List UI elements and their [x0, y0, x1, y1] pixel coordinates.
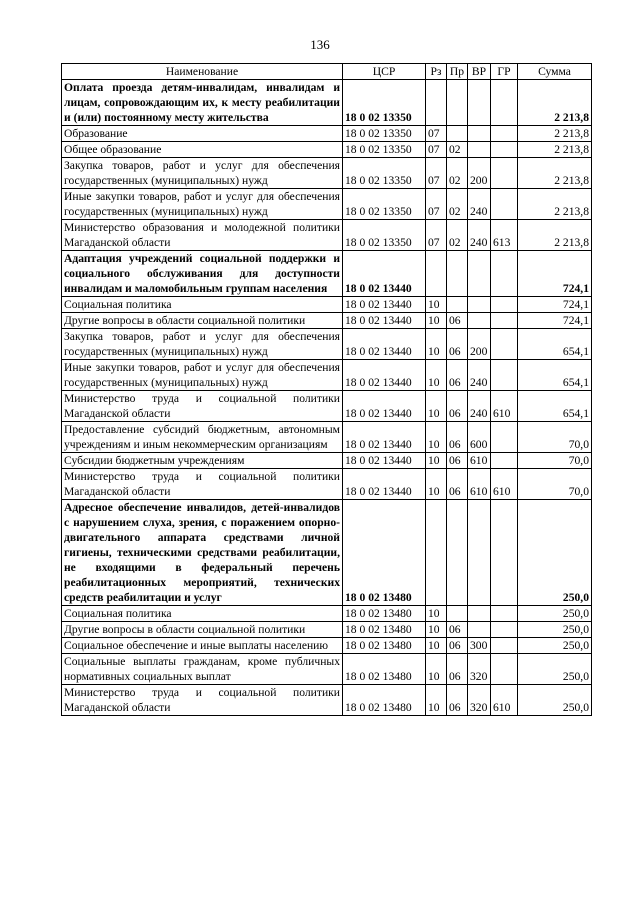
row-csr-cell: 18 0 02 13350 [343, 142, 426, 158]
row-rz-cell [426, 500, 447, 606]
row-vr-cell: 240 [468, 391, 491, 422]
table-row [62, 422, 592, 453]
row-pr-cell: 06 [447, 685, 468, 716]
row-pr-cell: 02 [447, 220, 468, 251]
row-name-cell: Министерство образования и молодежной политики Магаданской области [62, 220, 343, 251]
row-pr-cell: 06 [447, 453, 468, 469]
row-rz-cell: 10 [426, 422, 447, 453]
row-csr-cell: 18 0 02 13440 [343, 360, 426, 391]
row-pr-cell [447, 251, 468, 297]
row-gr-cell [491, 189, 518, 220]
row-pr-cell: 06 [447, 638, 468, 654]
row-csr-cell: 18 0 02 13480 [343, 654, 426, 685]
row-csr-cell: 18 0 02 13480 [343, 638, 426, 654]
row-gr-cell [491, 453, 518, 469]
row-rz-cell: 07 [426, 189, 447, 220]
row-csr-cell: 18 0 02 13350 [343, 220, 426, 251]
header-csr: ЦСР [343, 64, 426, 80]
row-pr-cell: 02 [447, 142, 468, 158]
table-row [62, 313, 592, 329]
row-vr-cell: 610 [468, 453, 491, 469]
row-sum-cell: 2 213,8 [518, 126, 592, 142]
row-sum-cell: 724,1 [518, 313, 592, 329]
row-rz-cell: 10 [426, 297, 447, 313]
row-name-cell: Министерство труда и социальной политики Магаданской области [62, 685, 343, 716]
table-row [62, 142, 592, 158]
table-row [62, 638, 592, 654]
row-sum-cell: 724,1 [518, 251, 592, 297]
row-sum-cell: 250,0 [518, 638, 592, 654]
row-vr-cell: 240 [468, 360, 491, 391]
row-vr-cell [468, 126, 491, 142]
row-csr-cell: 18 0 02 13350 [343, 158, 426, 189]
row-gr-cell [491, 606, 518, 622]
header-vr: ВР [468, 64, 491, 80]
row-vr-cell [468, 606, 491, 622]
row-rz-cell: 10 [426, 638, 447, 654]
row-vr-cell [468, 80, 491, 126]
row-csr-cell: 18 0 02 13480 [343, 685, 426, 716]
row-vr-cell: 320 [468, 654, 491, 685]
row-sum-cell: 2 213,8 [518, 158, 592, 189]
row-vr-cell [468, 251, 491, 297]
row-sum-cell: 654,1 [518, 360, 592, 391]
row-rz-cell [426, 251, 447, 297]
row-sum-cell: 654,1 [518, 329, 592, 360]
row-vr-cell [468, 500, 491, 606]
row-rz-cell: 07 [426, 220, 447, 251]
row-sum-cell: 2 213,8 [518, 220, 592, 251]
row-pr-cell: 02 [447, 189, 468, 220]
row-name-cell: Социальное обеспечение и иные выплаты населению [62, 638, 343, 654]
table-row [62, 126, 592, 142]
row-rz-cell: 10 [426, 329, 447, 360]
row-name-cell: Субсидии бюджетным учреждениям [62, 453, 343, 469]
row-sum-cell: 2 213,8 [518, 189, 592, 220]
row-sum-cell: 250,0 [518, 654, 592, 685]
row-name-cell: Оплата проезда детям-инвалидам, инвалидам и лицам, сопровождающим их, к месту реабилитации и (или) постоянному месту жительства [62, 80, 343, 126]
row-name-cell: Иные закупки товаров, работ и услуг для обеспечения государственных (муниципальных) нужд [62, 189, 343, 220]
row-gr-cell [491, 126, 518, 142]
header-pr: Пр [447, 64, 468, 80]
row-rz-cell [426, 80, 447, 126]
row-gr-cell [491, 142, 518, 158]
row-gr-cell [491, 422, 518, 453]
row-sum-cell: 250,0 [518, 606, 592, 622]
row-csr-cell: 18 0 02 13350 [343, 126, 426, 142]
row-gr-cell [491, 638, 518, 654]
row-rz-cell: 10 [426, 685, 447, 716]
row-gr-cell [491, 297, 518, 313]
row-sum-cell: 250,0 [518, 685, 592, 716]
table-row [62, 297, 592, 313]
row-name-cell: Адаптация учреждений социальной поддержки и социального обслуживания для доступности инвалидам и маломобильным группам населения [62, 251, 343, 297]
table-row [62, 391, 592, 422]
row-pr-cell [447, 297, 468, 313]
row-pr-cell: 06 [447, 469, 468, 500]
row-gr-cell [491, 158, 518, 189]
row-gr-cell [491, 313, 518, 329]
row-sum-cell: 70,0 [518, 469, 592, 500]
page-number: 136 [310, 37, 330, 52]
row-pr-cell: 02 [447, 158, 468, 189]
row-sum-cell: 70,0 [518, 453, 592, 469]
row-csr-cell: 18 0 02 13480 [343, 500, 426, 606]
row-name-cell: Министерство труда и социальной политики Магаданской области [62, 391, 343, 422]
row-gr-cell: 610 [491, 469, 518, 500]
table-row [62, 80, 592, 126]
row-gr-cell: 613 [491, 220, 518, 251]
budget-table [61, 63, 592, 716]
row-name-cell: Другие вопросы в области социальной политики [62, 313, 343, 329]
row-pr-cell [447, 126, 468, 142]
row-pr-cell [447, 606, 468, 622]
table-row [62, 189, 592, 220]
row-gr-cell [491, 654, 518, 685]
table-row [62, 500, 592, 606]
table-row [62, 453, 592, 469]
row-csr-cell: 18 0 02 13440 [343, 422, 426, 453]
row-vr-cell [468, 313, 491, 329]
row-csr-cell: 18 0 02 13480 [343, 606, 426, 622]
row-pr-cell: 06 [447, 622, 468, 638]
row-sum-cell: 70,0 [518, 422, 592, 453]
row-rz-cell: 07 [426, 158, 447, 189]
row-vr-cell: 320 [468, 685, 491, 716]
row-vr-cell: 200 [468, 158, 491, 189]
row-vr-cell: 200 [468, 329, 491, 360]
row-name-cell: Образование [62, 126, 343, 142]
row-vr-cell: 610 [468, 469, 491, 500]
row-rz-cell: 07 [426, 126, 447, 142]
row-vr-cell: 600 [468, 422, 491, 453]
row-name-cell: Социальная политика [62, 297, 343, 313]
row-rz-cell: 07 [426, 142, 447, 158]
row-csr-cell: 18 0 02 13350 [343, 80, 426, 126]
row-vr-cell [468, 142, 491, 158]
row-gr-cell: 610 [491, 391, 518, 422]
row-name-cell: Предоставление субсидий бюджетным, автономным учреждениям и иным некоммерческим организациям [62, 422, 343, 453]
row-rz-cell: 10 [426, 606, 447, 622]
row-sum-cell: 2 213,8 [518, 80, 592, 126]
table-row [62, 329, 592, 360]
row-rz-cell: 10 [426, 469, 447, 500]
row-gr-cell [491, 80, 518, 126]
row-sum-cell: 250,0 [518, 622, 592, 638]
row-name-cell: Социальные выплаты гражданам, кроме публичных нормативных социальных выплат [62, 654, 343, 685]
table-header-row [62, 64, 592, 80]
row-sum-cell: 724,1 [518, 297, 592, 313]
table-row [62, 469, 592, 500]
row-rz-cell: 10 [426, 622, 447, 638]
row-pr-cell: 06 [447, 313, 468, 329]
row-pr-cell: 06 [447, 422, 468, 453]
row-pr-cell [447, 80, 468, 126]
row-csr-cell: 18 0 02 13350 [343, 189, 426, 220]
row-sum-cell: 250,0 [518, 500, 592, 606]
row-pr-cell [447, 500, 468, 606]
row-gr-cell: 610 [491, 685, 518, 716]
header-sum: Сумма [518, 64, 592, 80]
table-row [62, 685, 592, 716]
row-rz-cell: 10 [426, 313, 447, 329]
row-csr-cell: 18 0 02 13440 [343, 251, 426, 297]
row-name-cell: Социальная политика [62, 606, 343, 622]
row-name-cell: Закупка товаров, работ и услуг для обеспечения государственных (муниципальных) нужд [62, 329, 343, 360]
row-rz-cell: 10 [426, 360, 447, 391]
row-name-cell: Закупка товаров, работ и услуг для обеспечения государственных (муниципальных) нужд [62, 158, 343, 189]
row-name-cell: Другие вопросы в области социальной политики [62, 622, 343, 638]
row-csr-cell: 18 0 02 13480 [343, 622, 426, 638]
row-csr-cell: 18 0 02 13440 [343, 329, 426, 360]
table-row [62, 654, 592, 685]
row-sum-cell: 654,1 [518, 391, 592, 422]
row-vr-cell: 240 [468, 220, 491, 251]
row-name-cell: Адресное обеспечение инвалидов, детей-инвалидов с нарушением слуха, зрения, с поражением опорно-двигательного аппарата средствами личной гигиены, техническими средствами реабилитации, не входящими в федеральный перечень реабилитационных мероприятий, технических средств реабилитации и услуг [62, 500, 343, 606]
table-row [62, 158, 592, 189]
row-gr-cell [491, 329, 518, 360]
row-name-cell: Общее образование [62, 142, 343, 158]
table-row [62, 622, 592, 638]
row-csr-cell: 18 0 02 13440 [343, 391, 426, 422]
row-sum-cell: 2 213,8 [518, 142, 592, 158]
row-gr-cell [491, 622, 518, 638]
row-csr-cell: 18 0 02 13440 [343, 453, 426, 469]
table-row [62, 251, 592, 297]
header-rz: Рз [426, 64, 447, 80]
table-row [62, 220, 592, 251]
row-pr-cell: 06 [447, 360, 468, 391]
row-csr-cell: 18 0 02 13440 [343, 469, 426, 500]
row-rz-cell: 10 [426, 654, 447, 685]
row-rz-cell: 10 [426, 453, 447, 469]
row-vr-cell [468, 622, 491, 638]
row-vr-cell [468, 297, 491, 313]
table-row [62, 360, 592, 391]
row-vr-cell: 240 [468, 189, 491, 220]
header-gr: ГР [491, 64, 518, 80]
table-row [62, 606, 592, 622]
row-name-cell: Иные закупки товаров, работ и услуг для обеспечения государственных (муниципальных) нужд [62, 360, 343, 391]
row-gr-cell [491, 360, 518, 391]
row-pr-cell: 06 [447, 391, 468, 422]
row-pr-cell: 06 [447, 329, 468, 360]
row-rz-cell: 10 [426, 391, 447, 422]
row-csr-cell: 18 0 02 13440 [343, 313, 426, 329]
row-name-cell: Министерство труда и социальной политики Магаданской области [62, 469, 343, 500]
row-gr-cell [491, 251, 518, 297]
row-csr-cell: 18 0 02 13440 [343, 297, 426, 313]
header-name: Наименование [62, 64, 343, 80]
row-gr-cell [491, 500, 518, 606]
row-pr-cell: 06 [447, 654, 468, 685]
row-vr-cell: 300 [468, 638, 491, 654]
